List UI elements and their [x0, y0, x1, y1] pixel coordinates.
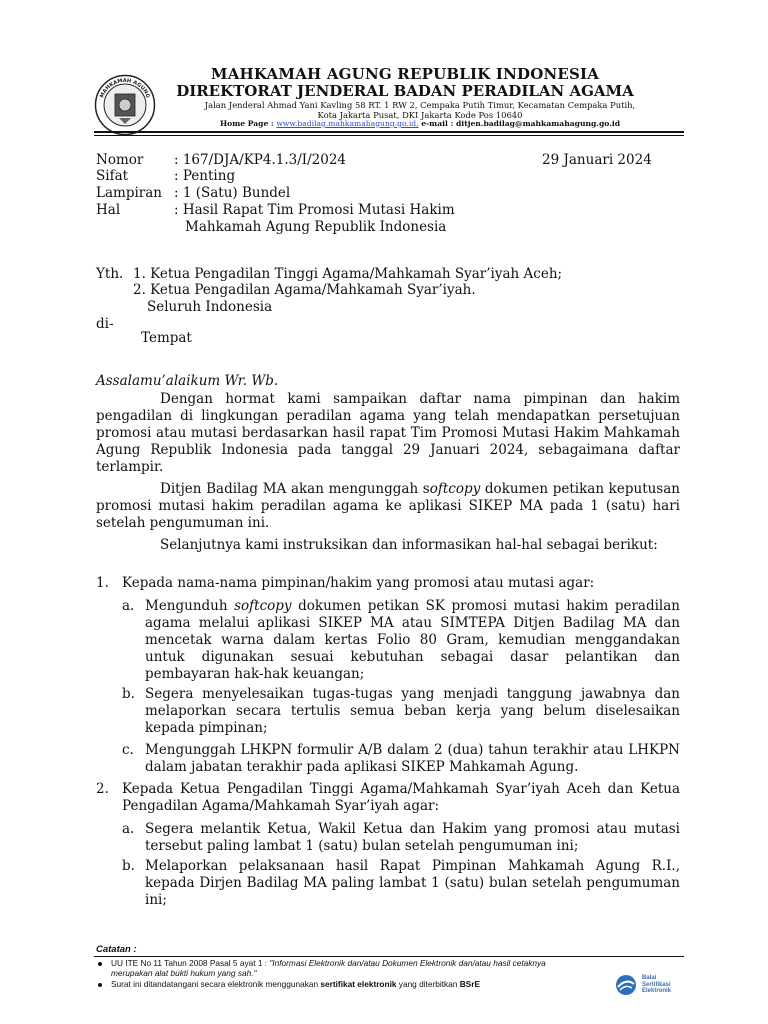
item-1c-letter: c. [122, 742, 134, 758]
address-line-2: Kota Jakarta Pusat, DKI Jakarta Kode Pos 10640 [317, 110, 523, 120]
paragraph-2 [96, 481, 680, 532]
nomor-label: Nomor [96, 152, 144, 168]
footnote-2 [111, 979, 611, 989]
address-line-1: Jalan Jenderal Ahmad Yani Kavling 58 RT. 1 RW 2, Cempaka Putih Timur, Kecamatan Cempaka Putih, [204, 100, 636, 110]
recipient-1: 1. Ketua Pengadilan Tinggi Agama/Mahkamah Syar’iyah Aceh; [133, 266, 563, 282]
item-1-number: 1. [96, 575, 109, 591]
bsre-emblem-icon [612, 974, 640, 996]
footnote-2-bsre: BSrE [459, 979, 480, 989]
p2-softcopy: oftcopy [429, 481, 481, 497]
letterhead-subtitle: DIREKTORAT JENDERAL BADAN PERADILAN AGAMA [176, 82, 634, 100]
footnote-1-quote: "Informasi Elektronik dan/atau Dokumen Elektronik dan/atau hasil cetaknya [269, 958, 546, 968]
yth-label: Yth. [96, 266, 124, 282]
letter-date: 29 Januari 2024 [542, 152, 652, 168]
bsre-line-1: Balai [642, 975, 657, 981]
item-1c-text: Mengunggah LHKPN formulir A/B dalam 2 (dua) tahun terakhir atau LHKPN dalam jabatan terakhir pada aplikasi SIKEP Mahkamah Agung. [145, 742, 680, 775]
item-2-number: 2. [96, 781, 109, 797]
homepage-link[interactable]: www.badilag.mahkamahagung.go.id, [276, 119, 419, 128]
footnote-1-law: UU ITE No 11 Tahun 2008 Pasal 5 ayat 1 : [111, 958, 270, 968]
letterhead-contact [150, 119, 690, 128]
footnote-bullet-2 [98, 983, 102, 987]
letterhead-title: MAHKAMAH AGUNG REPUBLIK INDONESIA [210, 65, 600, 83]
lampiran-value: : 1 (Satu) Bundel [174, 185, 291, 201]
footer-rule [94, 956, 684, 957]
item-1a-text [145, 598, 680, 683]
svg-text:MAHKAMAH AGUNG: MAHKAMAH AGUNG [99, 77, 151, 99]
tempat-label: Tempat [141, 330, 192, 346]
paragraph-1: Dengan hormat kami sampaikan daftar nama pimpinan dan hakim pengadilan di lingkungan peradilan agama yang telah mendapatkan persetujuan promosi atau mutasi berdasarkan hasil rapat Tim Promosi Mutasi Hakim Mahkamah Agung Republik Indonesia pada tanggal 29 Januari 2024, sebagaimana daftar terlampir. [96, 391, 680, 475]
salutation: Assalamu’alaikum Wr. Wb. [96, 373, 279, 389]
p2-text-b: dokumen petikan keputusan promosi mutasi hakim peradilan agama ke aplikasi SIKEP MA pada 1 (satu) hari setelah pengumuman ini. [96, 481, 680, 531]
email-address: ditjen.badilag@mahkamahagung.go.id [456, 119, 621, 128]
bsre-text [642, 975, 671, 995]
footnote-1-quote-cont: merupakan alat bukti hukum yang sah." [111, 968, 257, 978]
item-2-text: Kepada Ketua Pengadilan Tinggi Agama/Mahkamah Syar’iyah Aceh dan Ketua Pengadilan Agama/Mahkamah Syar’iyah agar: [122, 781, 680, 814]
footnote-bullet-1 [98, 962, 102, 966]
letterhead-address [150, 100, 690, 120]
p2-text-a: Ditjen Badilag MA akan mengunggah s [160, 481, 430, 497]
letterhead-rule-thin [94, 135, 684, 136]
item-2a-letter: a. [122, 821, 135, 837]
hal-value-line2: Mahkamah Agung Republik Indonesia [185, 219, 447, 235]
item-2a-text: Segera melantik Ketua, Wakil Ketua dan Hakim yang promosi atau mutasi tersebut paling lambat 1 (satu) bulan setelah pengumuman ini; [145, 821, 680, 854]
item-1-text: Kepada nama-nama pimpinan/hakim yang promosi atau mutasi agar: [122, 575, 595, 591]
sifat-label: Sifat [96, 168, 129, 184]
di-label: di- [96, 316, 114, 332]
footnote-2-a: Surat ini ditandatangani secara elektronik menggunakan [111, 979, 321, 989]
hal-label: Hal [96, 202, 121, 218]
item-2b-text: Melaporkan pelaksanaan hasil Rapat Pimpinan Mahkamah Agung R.I., kepada Dirjen Badilag MA paling lambat 1 (satu) bulan setelah pengumuman ini; [145, 858, 680, 908]
item-1b-text: Segera menyelesaikan tugas-tugas yang menjadi tanggung jawabnya dan melaporkan secara tertulis semua beban kerja yang belum diselesaikan kepada pimpinan; [145, 686, 680, 736]
homepage-label: Home Page : [219, 119, 274, 128]
bsre-line-2: Sertifikasi [642, 981, 671, 988]
item-1a-post: dokumen petikan SK promosi mutasi hakim peradilan agama melalui aplikasi SIKEP MA atau SIMTEPA Ditjen Badilag MA dan mencetak warna dalam kertas Folio 80 Gram, kemudian menggandakan untuk digunakan sesuai kebutuhan sebagai dasar pelantikan dan pembayaran hak-hak keuangan; [145, 598, 680, 682]
paragraph-3: Selanjutnya kami instruksikan dan informasikan hal-hal sebagai berikut: [160, 537, 658, 553]
catatan-label: Catatan : [96, 944, 137, 955]
bsre-logo [612, 974, 692, 996]
footnote-1 [111, 958, 611, 978]
lampiran-label: Lampiran [96, 185, 162, 201]
recipient-scope: Seluruh Indonesia [147, 299, 273, 315]
item-1a-softcopy: softcopy [234, 598, 292, 614]
nomor-value: : 167/DJA/KP4.1.3/I/2024 [174, 152, 346, 168]
sifat-value: : Penting [174, 168, 236, 184]
recipient-2: 2. Ketua Pengadilan Agama/Mahkamah Syar’iyah. [133, 282, 476, 298]
footnote-2-c: yang diterbitkan [396, 979, 460, 989]
footnote-2-cert: sertifikat elektronik [320, 979, 397, 989]
item-1b-letter: b. [122, 686, 135, 702]
item-1a-pre: Mengunduh [145, 598, 235, 614]
item-1a-letter: a. [122, 598, 135, 614]
hal-value-line1: : Hasil Rapat Tim Promosi Mutasi Hakim [174, 202, 455, 218]
email-label: e-mail : [421, 119, 456, 128]
bsre-line-3: Elektronik [642, 988, 672, 994]
letterhead-rule-thick [94, 131, 684, 133]
item-2b-letter: b. [122, 858, 135, 874]
